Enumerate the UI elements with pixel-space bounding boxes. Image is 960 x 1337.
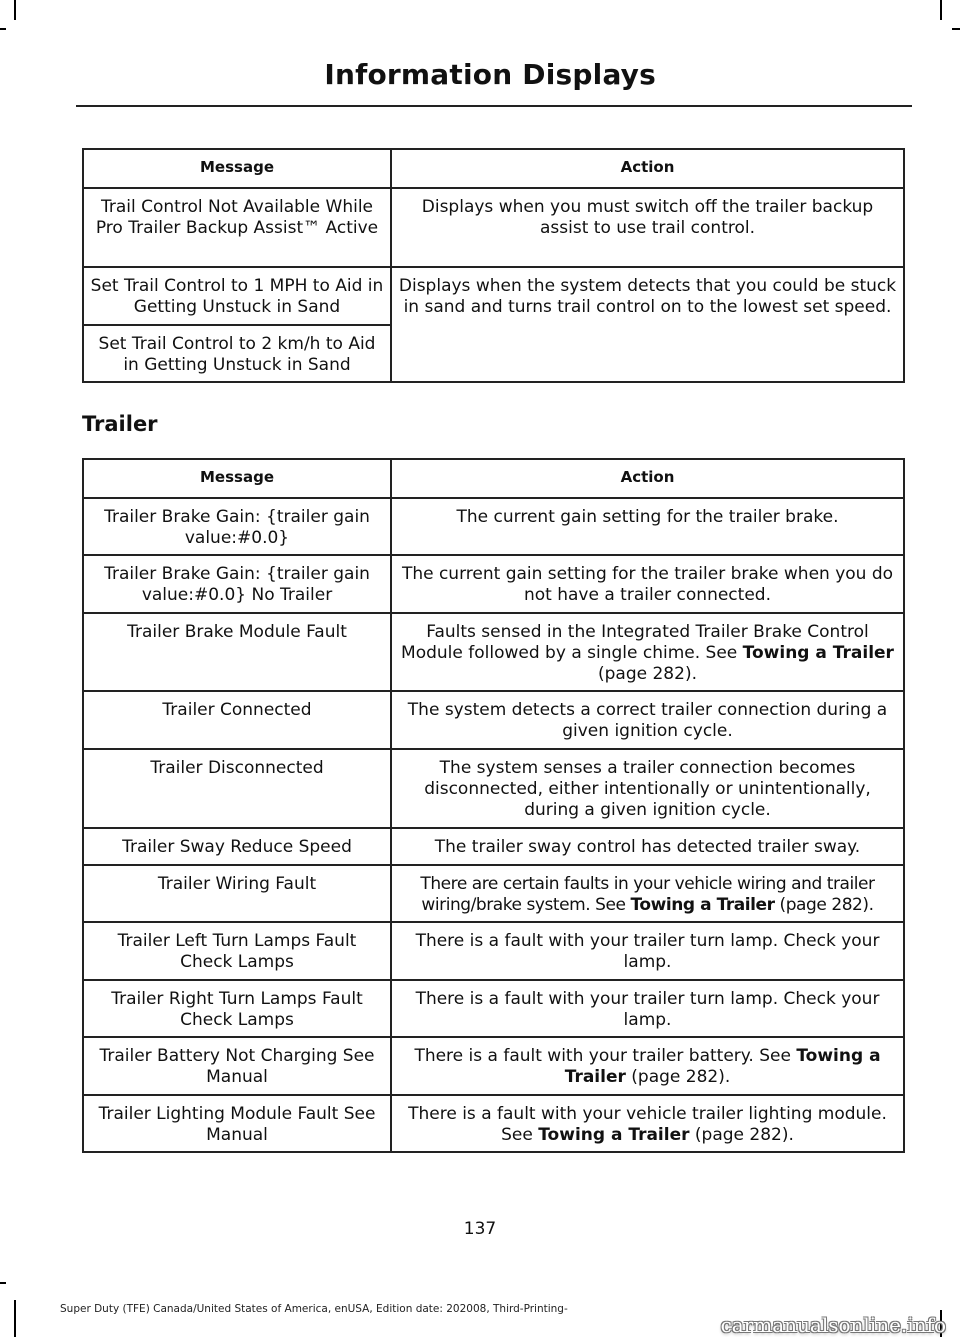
message-cell: Trailer Brake Gain: {trailer gain value:#0.0}: [83, 498, 391, 555]
message-cell: Trailer Brake Gain: {trailer gain value:#0.0} No Trailer: [83, 555, 391, 613]
page-reference: (page 282).: [689, 1125, 794, 1145]
page-reference: (page 282).: [598, 664, 697, 684]
message-cell: Trailer Sway Reduce Speed: [83, 828, 391, 865]
crop-mark: [952, 28, 960, 30]
crop-mark: [940, 0, 942, 20]
column-header-message: Message: [83, 459, 391, 498]
action-cell: The system detects a correct trailer connection during a given ignition cycle.: [391, 691, 904, 749]
watermark: carmanualsonline.info: [720, 1313, 946, 1337]
message-cell: Trailer Lighting Module Fault See Manual: [83, 1095, 391, 1152]
action-cell: There is a fault with your trailer turn lamp. Check your lamp.: [391, 922, 904, 980]
action-cell: The current gain setting for the trailer brake when you do not have a trailer connected.: [391, 555, 904, 613]
trail-control-messages-table: [82, 148, 905, 383]
table-row: [83, 922, 904, 980]
action-cell: [391, 1037, 904, 1095]
action-cell: The current gain setting for the trailer brake.: [391, 498, 904, 555]
crop-mark: [0, 1282, 6, 1284]
crop-mark: [14, 0, 16, 20]
section-heading-trailer: Trailer: [82, 412, 158, 436]
page-number: 137: [463, 1219, 497, 1239]
column-header-message: Message: [83, 149, 391, 188]
towing-a-trailer-reference[interactable]: Towing a Trailer: [630, 895, 775, 915]
message-cell: Trailer Brake Module Fault: [83, 613, 391, 691]
column-header-action: Action: [391, 459, 904, 498]
action-cell: The system senses a trailer connection becomes disconnected, either intentionally or unintentionally, during a given ignition cycle.: [391, 749, 904, 828]
message-cell: Trailer Right Turn Lamps Fault Check Lamps: [83, 980, 391, 1037]
message-cell: Set Trail Control to 2 km/h to Aid in Getting Unstuck in Sand: [83, 325, 391, 382]
action-text: There is a fault with your trailer battery. See: [414, 1046, 797, 1066]
trailer-messages-table: [82, 458, 905, 1153]
table-row: [83, 828, 904, 865]
towing-a-trailer-reference[interactable]: Towing a Trailer: [538, 1125, 690, 1145]
crop-mark: [0, 28, 6, 30]
column-header-action: Action: [391, 149, 904, 188]
table-row: [83, 613, 904, 691]
action-cell: The trailer sway control has detected trailer sway.: [391, 828, 904, 865]
towing-a-trailer-reference[interactable]: Towing a Trailer: [742, 643, 894, 663]
table-row: [83, 498, 904, 555]
table-row: [83, 555, 904, 613]
message-cell: Trailer Disconnected: [83, 749, 391, 828]
action-cell: There is a fault with your trailer turn lamp. Check your lamp.: [391, 980, 904, 1037]
table-row: [83, 865, 904, 922]
action-cell: [391, 865, 904, 922]
table-row: [83, 749, 904, 828]
page-title: Information Displays: [324, 58, 656, 91]
header-divider: [76, 105, 912, 107]
table-row: [83, 980, 904, 1037]
action-cell: Displays when you must switch off the trailer backup assist to use trail control.: [391, 188, 904, 267]
table-header-row: [83, 459, 904, 498]
message-cell: Trailer Connected: [83, 691, 391, 749]
message-cell: Set Trail Control to 1 MPH to Aid in Getting Unstuck in Sand: [83, 267, 391, 325]
table-row: [83, 188, 904, 267]
crop-mark: [14, 1300, 16, 1337]
table-row: [83, 267, 904, 325]
table-row: [83, 691, 904, 749]
action-cell: [391, 613, 904, 691]
message-cell: Trailer Battery Not Charging See Manual: [83, 1037, 391, 1095]
action-text: There are certain faults in your vehicle wiring and trailer wiring/brake system. See: [420, 874, 875, 915]
message-cell: Trailer Wiring Fault: [83, 865, 391, 922]
edition-footer: Super Duty (TFE) Canada/United States of America, enUSA, Edition date: 202008, Third-Printing-: [60, 1303, 568, 1315]
page-reference: (page 282).: [774, 895, 874, 915]
message-cell: Trailer Left Turn Lamps Fault Check Lamps: [83, 922, 391, 980]
table-row: [83, 1037, 904, 1095]
action-text: There is a fault with your vehicle trailer lighting module. See: [408, 1104, 887, 1145]
message-cell: Trail Control Not Available While Pro Trailer Backup Assist™ Active: [83, 188, 391, 267]
action-cell: Displays when the system detects that you could be stuck in sand and turns trail control on to the lowest set speed.: [391, 267, 904, 382]
table-header-row: [83, 149, 904, 188]
table-row: [83, 1095, 904, 1152]
page-reference: (page 282).: [625, 1067, 731, 1087]
action-text: Faults sensed in the Integrated Trailer Brake Control Module followed by a single chime. See: [401, 622, 869, 663]
action-cell: [391, 1095, 904, 1152]
towing-a-trailer-reference[interactable]: Towing a Trailer: [564, 1046, 881, 1087]
